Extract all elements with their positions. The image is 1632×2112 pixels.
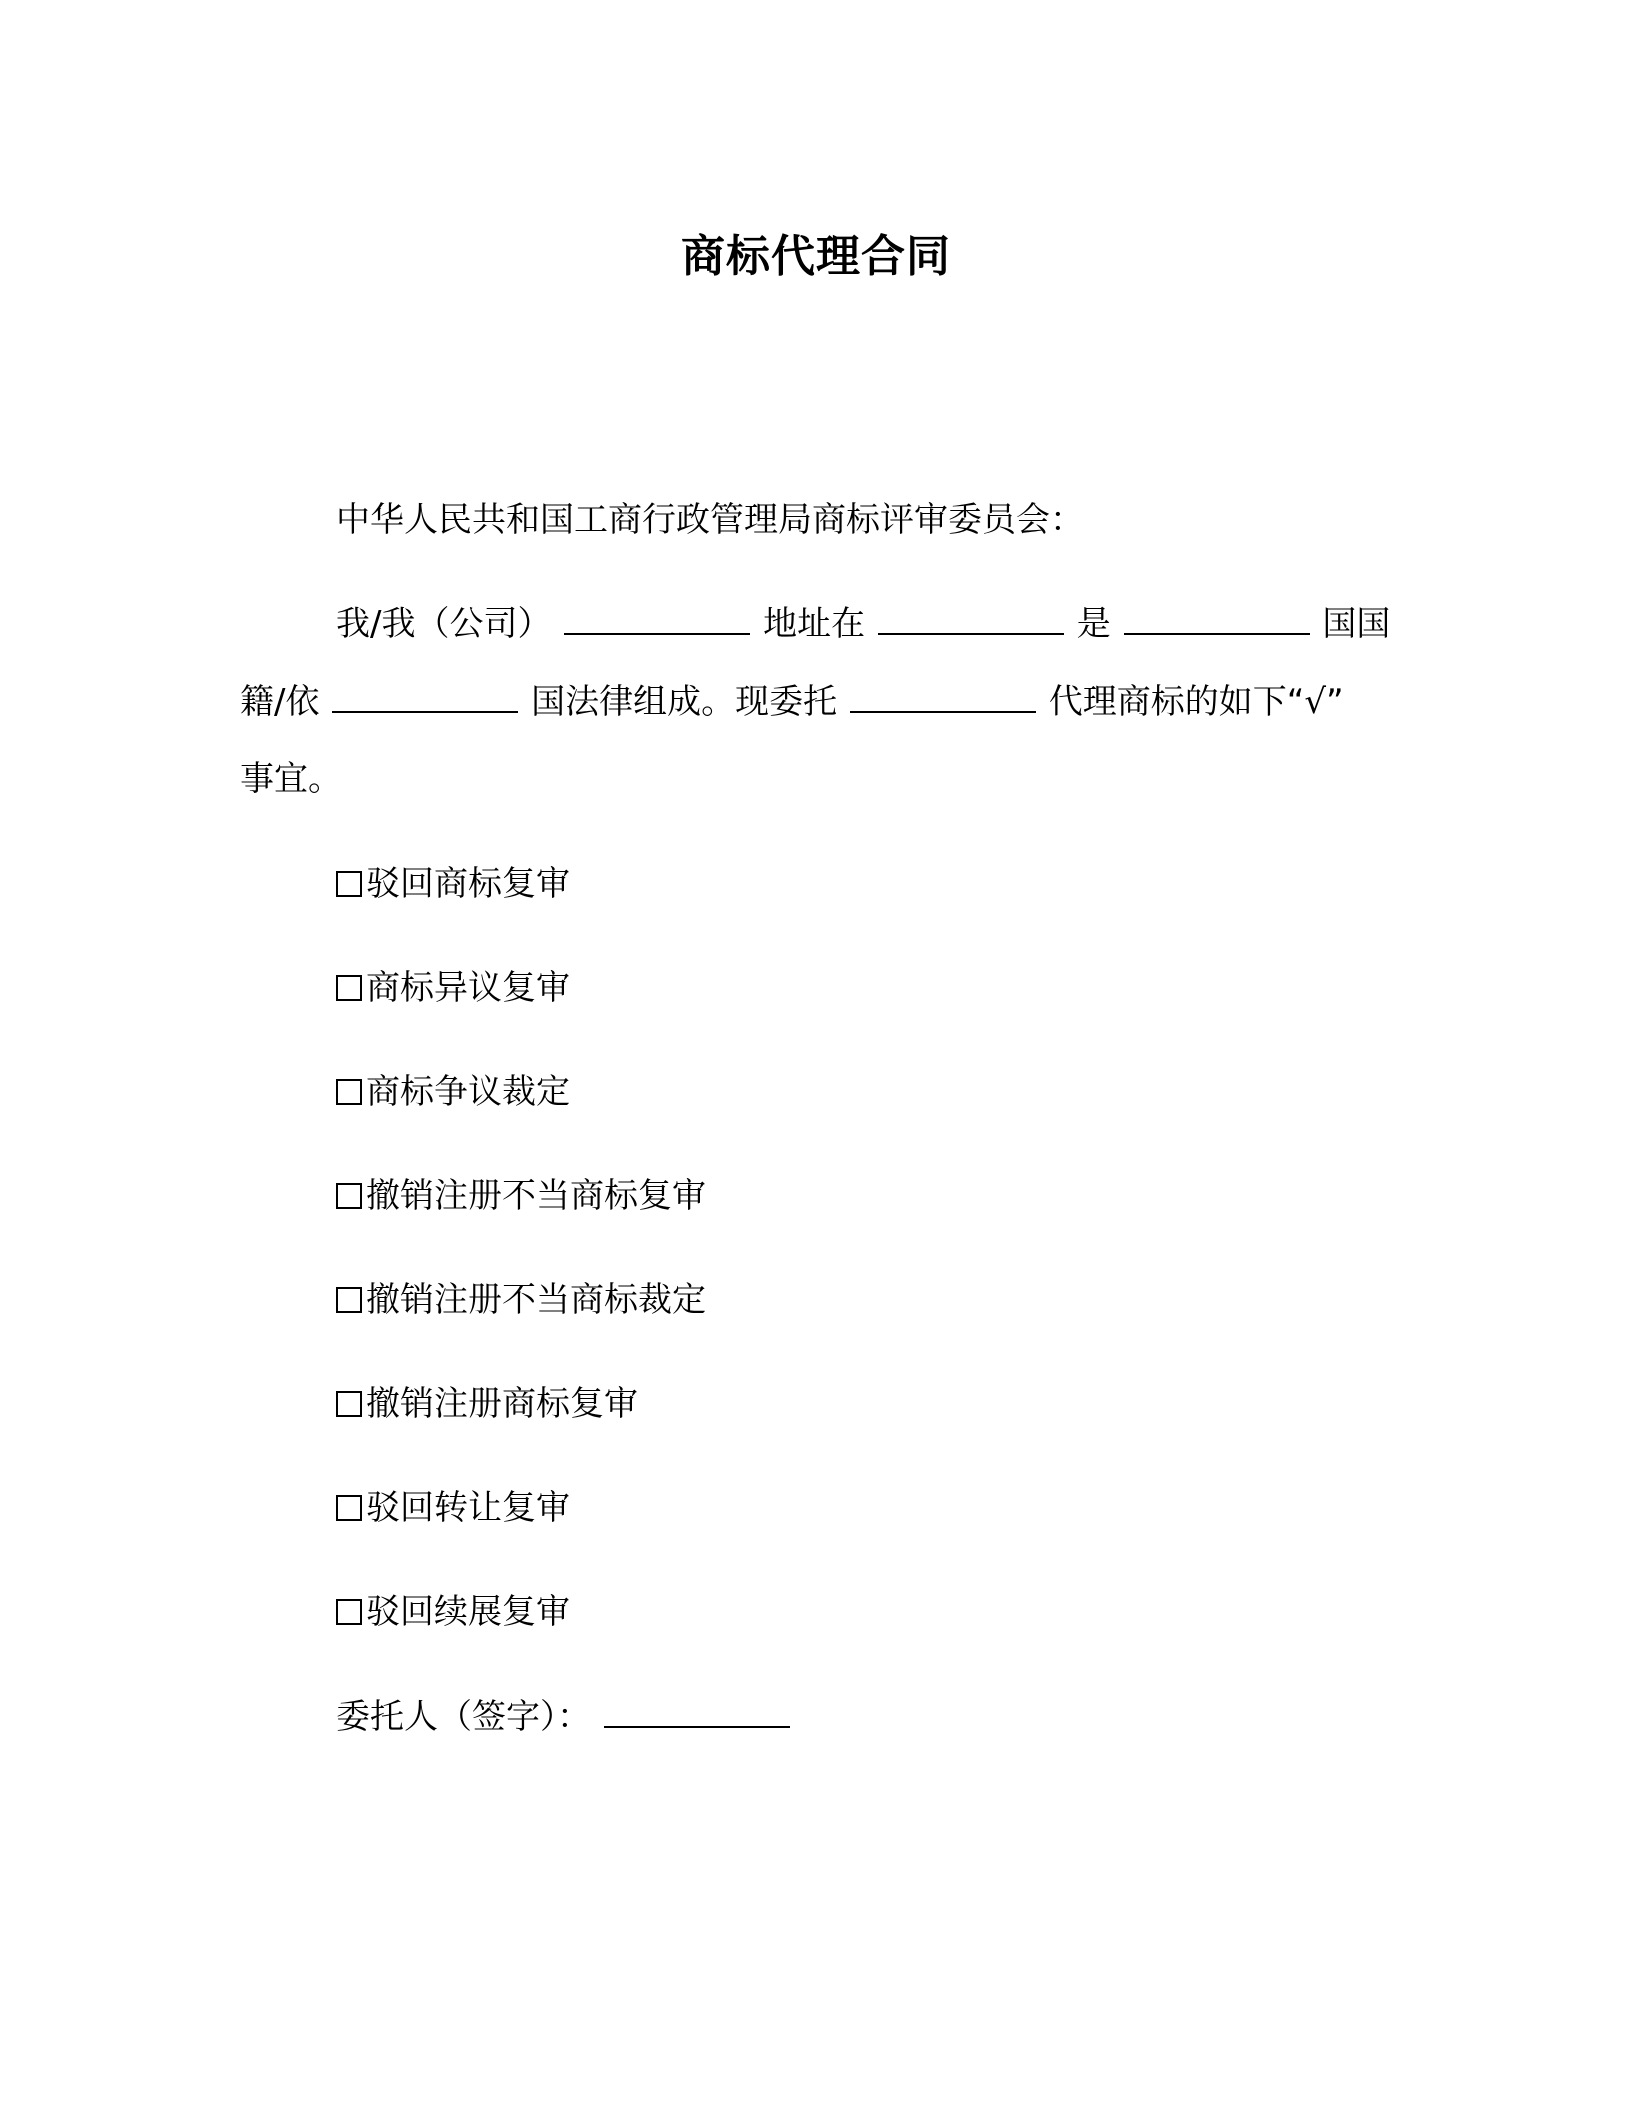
- option-label: 撤销注册不当商标裁定: [366, 1280, 706, 1320]
- option-label: 驳回商标复审: [366, 864, 570, 904]
- checkbox-icon[interactable]: [336, 1599, 362, 1625]
- option-item[interactable]: [336, 1384, 638, 1424]
- option-item[interactable]: [336, 864, 570, 904]
- document-title: 商标代理合同: [681, 231, 951, 282]
- paragraph-text: 代理商标的如下“√”: [1048, 682, 1344, 722]
- checkbox-icon[interactable]: [336, 1391, 362, 1417]
- signature-blank[interactable]: [604, 1696, 790, 1728]
- signature-line: [336, 1696, 792, 1737]
- paragraph-text: 国法律组成。现委托: [531, 682, 838, 722]
- law-country-blank[interactable]: [332, 681, 518, 713]
- paragraph-text: 是: [1076, 604, 1111, 644]
- address-blank[interactable]: [878, 603, 1064, 635]
- option-item[interactable]: [336, 1176, 706, 1216]
- option-label: 商标争议裁定: [366, 1072, 570, 1112]
- paragraph-line-2: [240, 681, 1344, 722]
- option-label: 驳回续展复审: [366, 1592, 570, 1632]
- checkbox-icon[interactable]: [336, 1495, 362, 1521]
- paragraph-line-1: [336, 603, 1390, 644]
- option-item[interactable]: [336, 1592, 570, 1632]
- paragraph-text: 地址在: [763, 604, 866, 644]
- paragraph-text: 我/我（公司）: [336, 604, 552, 644]
- client-name-blank[interactable]: [564, 603, 750, 635]
- option-label: 驳回转让复审: [366, 1488, 570, 1528]
- option-item[interactable]: [336, 968, 570, 1008]
- option-item[interactable]: [336, 1072, 570, 1112]
- paragraph-text: 籍/依: [240, 682, 320, 722]
- paragraph-line-3: 事宜。: [240, 759, 342, 799]
- option-item[interactable]: [336, 1280, 706, 1320]
- checkbox-icon[interactable]: [336, 975, 362, 1001]
- checkbox-icon[interactable]: [336, 1079, 362, 1105]
- option-label: 撤销注册商标复审: [366, 1384, 638, 1424]
- checkbox-icon[interactable]: [336, 1183, 362, 1209]
- checkbox-icon[interactable]: [336, 871, 362, 897]
- option-item[interactable]: [336, 1488, 570, 1528]
- agent-name-blank[interactable]: [850, 681, 1036, 713]
- paragraph-text: 国国: [1322, 604, 1391, 644]
- checkbox-icon[interactable]: [336, 1287, 362, 1313]
- nationality-blank[interactable]: [1124, 603, 1310, 635]
- salutation: 中华人民共和国工商行政管理局商标评审委员会：: [336, 500, 1084, 540]
- option-label: 撤销注册不当商标复审: [366, 1176, 706, 1216]
- option-label: 商标异议复审: [366, 968, 570, 1008]
- signature-label: 委托人（签字）：: [336, 1697, 591, 1737]
